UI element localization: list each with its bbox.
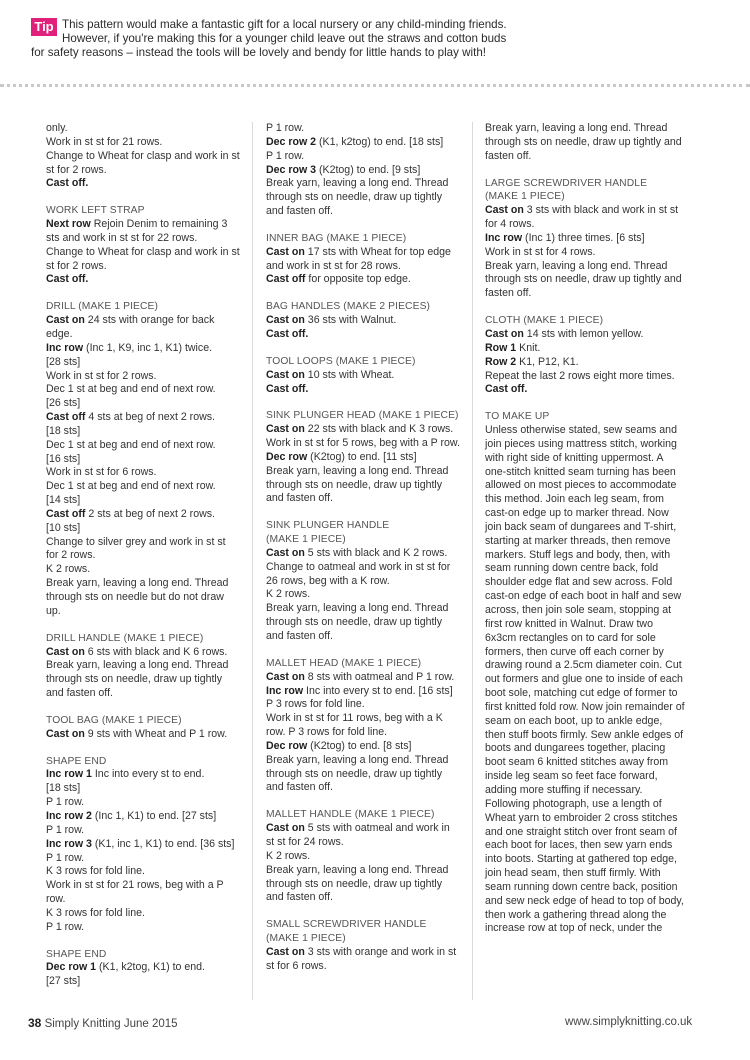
section-heading: DRILL (MAKE 1 PIECE) — [46, 301, 159, 313]
instruction: Cast off 2 sts at beg of next 2 rows. [10 sts] Change to silver grey and work in st st for 2 rows. K 2 rows. Break yarn, leaving a long end. Thread through sts on needle but do not draw up. — [46, 507, 229, 617]
instruction: Cast on 8 sts with oatmeal and P 1 row. — [266, 670, 455, 683]
instruction: Inc row 1 Inc into every st to end. [18 sts] P 1 row. — [46, 768, 205, 809]
instruction: Inc row (Inc 1) three times. [6 sts] Work in st st for 4 rows. Break yarn, leaving a long end. Thread through sts on needle, draw up tightly and fasten off. — [485, 231, 682, 300]
instruction: Row 2 K1, P12, K1. Repeat the last 2 rows eight more times. — [485, 355, 675, 382]
instruction: Cast on 10 sts with Wheat. — [266, 368, 395, 381]
instruction: Cast on 6 sts with black and K 6 rows. Break yarn, leaving a long end. Thread through sts on needle, draw up tightly and fasten off. — [46, 645, 229, 700]
section-heading: SHAPE END — [46, 755, 107, 767]
instruction: Row 1 Knit. — [485, 341, 541, 354]
tip-line-1: This pattern would make a fantastic gift for a local nursery or any child-minding friends. — [62, 18, 507, 31]
dotted-divider — [0, 84, 750, 87]
column-3 — [485, 122, 685, 936]
page-footer-left — [28, 1016, 178, 1030]
instruction: Inc row Inc into every st to end. [16 sts] P 3 rows for fold line. Work in st st for 11 rows, beg with a K row. P 3 rows for fold line. — [266, 684, 453, 739]
section-heading: WORK LEFT STRAP — [46, 205, 145, 217]
section-heading: MALLET HEAD (MAKE 1 PIECE) — [266, 657, 422, 669]
section-heading: SINK PLUNGER HANDLE (MAKE 1 PIECE) — [266, 520, 390, 546]
section-heading: TOOL LOOPS (MAKE 1 PIECE) — [266, 355, 416, 367]
column-divider — [252, 122, 253, 1000]
section-heading: SHAPE END — [46, 948, 107, 960]
instruction: Cast on 5 sts with oatmeal and work in st st for 24 rows. K 2 rows. Break yarn, leaving a long end. Thread through sts on needle, draw up tightly and fasten off. — [266, 822, 450, 904]
instruction: Cast on 5 sts with black and K 2 rows. Change to oatmeal and work in st st for 26 rows, beg with a K row. K 2 rows. Break yarn, leaving a long end. Thread through sts on needle, draw up tightly and fasten off. — [266, 546, 451, 642]
instruction: Cast on 3 sts with black and work in st st for 4 rows. — [485, 204, 679, 231]
column-2 — [266, 122, 460, 974]
tip-box — [0, 14, 750, 60]
instruction: Dec row 3 (K2tog) to end. [9 sts] Break yarn, leaving a long end. Thread through sts on needle, draw up tightly and fasten off. — [266, 163, 449, 218]
section-heading: BAG HANDLES (MAKE 2 PIECES) — [266, 301, 431, 313]
instruction: Cast off for opposite top edge. — [266, 273, 411, 286]
page-number: 38 — [28, 1016, 42, 1030]
section-heading: INNER BAG (MAKE 1 PIECE) — [266, 232, 407, 244]
instruction: Inc row 2 (Inc 1, K1) to end. [27 sts] P 1 row. — [46, 809, 217, 836]
paragraph: only. Work in st st for 21 rows. Change to Wheat for clasp and work in st st for 2 rows. — [46, 122, 240, 176]
tip-line-2: However, if you're making this for a younger child leave out the straws and cotton buds — [62, 32, 507, 45]
instruction: Dec row 2 (K1, k2tog) to end. [18 sts] P 1 row. — [266, 135, 444, 162]
instruction: Inc row 3 (K1, inc 1, K1) to end. [36 sts] P 1 row. K 3 rows for fold line. Work in st st for 21 rows, beg with a P row. K 3 rows for fold line. P 1 row. — [46, 837, 235, 933]
cast-off: Cast off. — [266, 382, 309, 395]
instruction: Cast on 24 sts with orange for back edge. — [46, 314, 215, 340]
website-url: www.simplyknitting.co.uk — [565, 1016, 693, 1028]
instruction: Cast on 9 sts with Wheat and P 1 row. — [46, 727, 228, 740]
cast-off: Cast off. — [46, 273, 89, 286]
section-heading: TO MAKE UP — [485, 411, 550, 423]
instruction: Dec row 1 (K1, k2tog, K1) to end. [27 sts] — [46, 961, 205, 988]
tip-line-3: for safety reasons – instead the tools will be lovely and bendy for little hands to play with! — [31, 46, 486, 59]
section-heading: SINK PLUNGER HEAD (MAKE 1 PIECE) — [266, 410, 459, 422]
section-heading: LARGE SCREWDRIVER HANDLE (MAKE 1 PIECE) — [485, 177, 648, 203]
instruction: Cast on 36 sts with Walnut. — [266, 314, 397, 327]
cast-off: Cast off. — [485, 383, 528, 396]
instruction: Next row Rejoin Denim to remaining 3 sts and work in st st for 22 rows. Change to Wheat for clasp and work in st st for 2 rows. — [46, 218, 240, 272]
instruction: Cast on 14 sts with lemon yellow. — [485, 327, 644, 340]
tip-badge: Tip — [31, 18, 57, 36]
column-1 — [46, 122, 240, 989]
instruction: Cast on 22 sts with black and K 3 rows. Work in st st for 5 rows, beg with a P row. — [266, 423, 460, 450]
instruction: Inc row (Inc 1, K9, inc 1, K1) twice. [28 sts] Work in st st for 2 rows. Dec 1 st at beg and end of next row. [26 sts] — [46, 341, 216, 410]
section-heading: TOOL BAG (MAKE 1 PIECE) — [46, 714, 182, 726]
make-up-text: Unless otherwise stated, sew seams and join pieces using mattress stitch, working with right side of knitting uppermost. A one-stitch knitted seam turning has been allowed on most pieces to accommodate this method. Join each leg seam, from cast-on edge up to marker thread. Now join back seam of dungarees and T-shirt, starting at marker threads, then remove markers. Stuff legs and body, then, with seam running down centre back, fold shoulder edge flat and sew across. Fold cast-on edge of each boot in half and sew across, then join sole seam, stopping at first row knitted in Walnut. Draw two 6x3cm rectangles on to card for sole formers, then curve off each corner by drawing round a 2.5cm diameter coin. Cut out formers and glue one to inside of each boot sole, matching cut edge of former to first knitted fold row. Now join remainder of seam on each boot, up to ankle edge, then stuff boots firmly. Sew ankle edges of boots and dungarees together, placing boot seam 6 knitted stitches away from inside leg seam so feet face forward, adding more stuffing if necessary. Following photograph, use a length of Wheat yarn to embroider 2 cross stitches and one straight stitch over front seam of each boot for laces, then sew yarn ends into boots. Starting at gathered top edge, join head seam, then stuff firmly. With seam running down centre back, position and sew neck edge of head to top of body, then work a gathering thread along the increase row at top of neck, under the — [485, 424, 685, 935]
column-divider — [472, 122, 473, 1000]
instruction: Break yarn, leaving a long end. Thread through sts on needle, draw up tightly and fasten off. — [485, 122, 682, 162]
cast-off: Cast off. — [46, 177, 89, 190]
section-heading: CLOTH (MAKE 1 PIECE) — [485, 315, 604, 327]
cast-off: Cast off. — [266, 327, 309, 340]
instruction: Dec row (K2tog) to end. [8 sts] Break yarn, leaving a long end. Thread through sts on needle, draw up tightly and fasten off. — [266, 739, 449, 794]
section-heading: MALLET HANDLE (MAKE 1 PIECE) — [266, 809, 435, 821]
instruction: Cast on 17 sts with Wheat for top edge and work in st st for 28 rows. — [266, 245, 451, 272]
section-heading: SMALL SCREWDRIVER HANDLE (MAKE 1 PIECE) — [266, 919, 427, 945]
instruction: P 1 row. — [266, 122, 305, 134]
instruction: Cast off 4 sts at beg of next 2 rows. [18 sts] Dec 1 st at beg and end of next row. [16 sts] Work in st st for 6 rows. Dec 1 st at beg and end of next row. [14 sts] — [46, 411, 216, 507]
instruction: Dec row (K2tog) to end. [11 sts] Break yarn, leaving a long end. Thread through sts on needle, draw up tightly and fasten off. — [266, 450, 449, 505]
magazine-issue: Simply Knitting June 2015 — [44, 1018, 178, 1030]
instruction: Cast on 3 sts with orange and work in st st for 6 rows. — [266, 945, 457, 972]
section-heading: DRILL HANDLE (MAKE 1 PIECE) — [46, 632, 204, 644]
